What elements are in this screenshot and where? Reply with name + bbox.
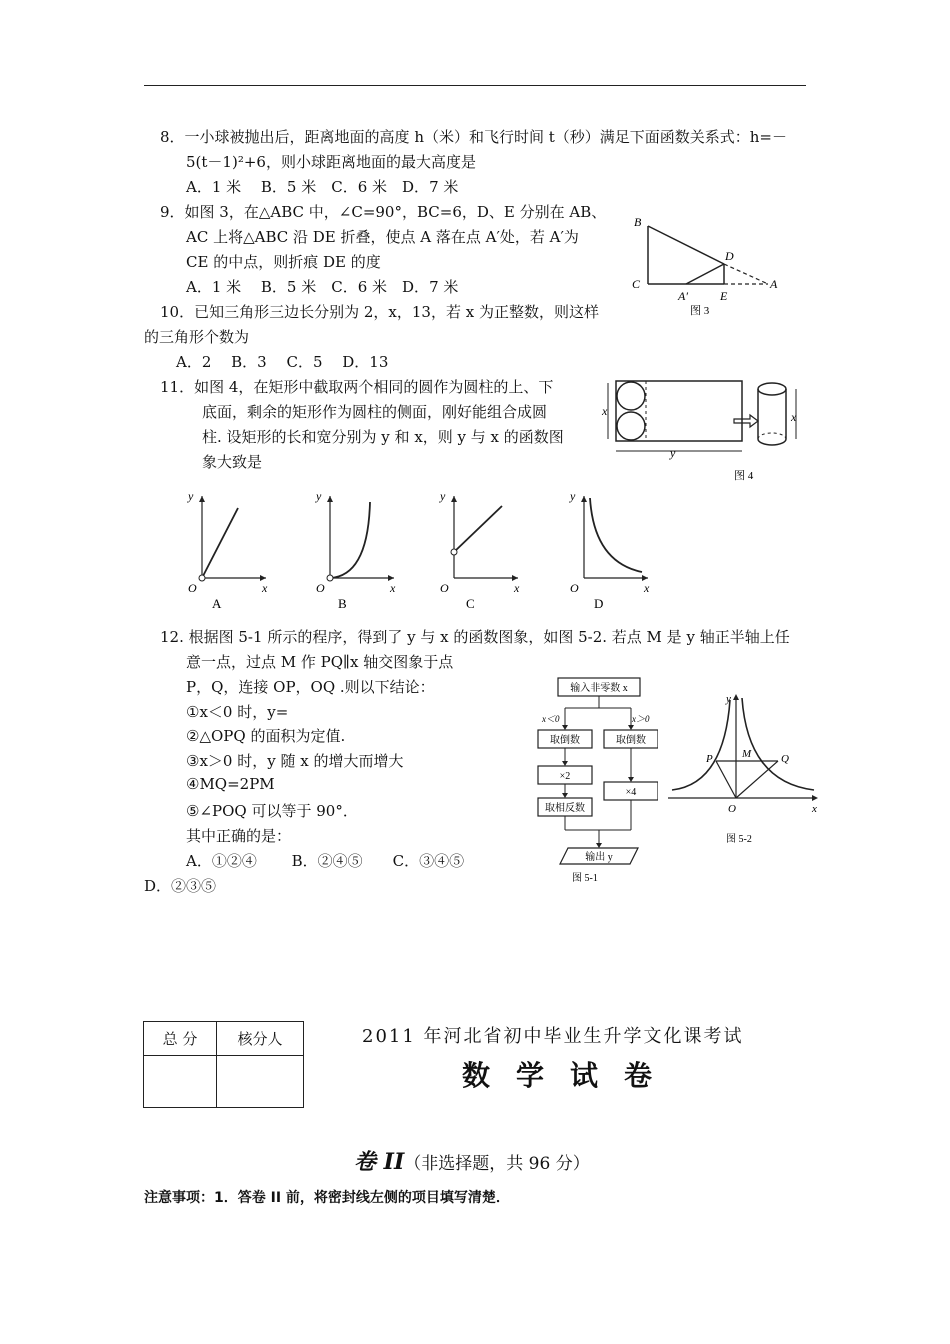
q12-conclusion-3: ③x＞0 时，y 随 x 的增大而增大 [186, 752, 404, 770]
fig4-label-x-left: x [602, 404, 608, 418]
score-header-checker: 核分人 [217, 1022, 304, 1056]
q11-line2: 底面，剩余的矩形作为圆柱的侧面，刚好能组合成圆 [202, 403, 548, 421]
fig3-label-e: E [720, 289, 728, 303]
svg-text:x: x [514, 581, 520, 595]
q8-options: A．1 米 B．5 米 C．6 米 D．7 米 [186, 178, 459, 196]
svg-text:y: y [440, 489, 446, 503]
q11-graph-a [180, 488, 275, 613]
q12-conclusion-4: ④MQ=2PM [186, 775, 275, 793]
fig3-label-c: C [632, 277, 641, 291]
fig3-label-a: A [770, 277, 778, 291]
svg-text:x: x [262, 581, 268, 595]
svg-text:x: x [812, 803, 817, 815]
flow-left-cond: x＜0 [542, 714, 560, 724]
q9-line3: CE 的中点，则折痕 DE 的度 [186, 253, 381, 271]
svg-text:y: y [316, 489, 322, 503]
figure-3 [628, 212, 788, 322]
fig3-caption: 图 3 [690, 305, 710, 317]
svg-text:O: O [728, 803, 736, 815]
header-rule [144, 85, 806, 86]
q9-options: A．1 米 B．5 米 C．6 米 D．7 米 [186, 278, 459, 296]
fig3-label-b: B [634, 215, 642, 229]
q8-line2: 5(t－1)²+6，则小球距离地面的最大高度是 [186, 153, 476, 171]
score-cell-checker[interactable] [217, 1056, 304, 1108]
q12-line2: 意一点，过点 M 作 PQ∥x 轴交图象于点 [186, 653, 454, 671]
fig3-label-a-prime: A′ [678, 289, 688, 303]
svg-text:x: x [644, 581, 650, 595]
flow-right-step2: ×4 [625, 787, 637, 798]
svg-text:O: O [440, 581, 449, 595]
q11-graph-d [562, 488, 657, 613]
q12-line3: P，Q，连接 OP，OQ .则以下结论： [186, 678, 435, 696]
q11-line3: 柱. 设矩形的长和宽分别为 y 和 x，则 y 与 x 的函数图 [202, 428, 564, 446]
q12-option-d: D．②③⑤ [144, 877, 217, 895]
fig4-caption: 图 4 [734, 470, 754, 482]
q12-conclusion-5: ⑤∠POQ 可以等于 90°． [186, 802, 358, 820]
flow-right-cond: x＞0 [632, 714, 650, 724]
q12-which: 其中正确的是： [186, 827, 292, 845]
q10-line1: 10．已知三角形三边长分别为 2，x，13，若 x 为正整数，则这样 [160, 303, 599, 321]
graph-5-2-caption: 图 5-2 [726, 834, 752, 845]
q11-line1: 11．如图 4，在矩形中截取两个相同的圆作为圆柱的上、下 [160, 378, 554, 396]
fig3-label-d: D [725, 249, 734, 263]
svg-text:O: O [570, 581, 579, 595]
q10-options: A．2 B．3 C．5 D．13 [176, 353, 389, 371]
svg-text:A: A [212, 596, 222, 611]
flow-right-step1: 取倒数 [616, 735, 646, 746]
svg-text:D: D [594, 596, 604, 611]
svg-text:y: y [726, 693, 731, 705]
section-heading [354, 1145, 590, 1176]
q12-conclusion-2: ②△OPQ 的面积为定值. [186, 727, 346, 745]
flow-left-step1: 取倒数 [550, 735, 580, 746]
q9-line1: 9．如图 3，在△ABC 中，∠C=90°，BC=6，D、E 分别在 AB、 [160, 203, 607, 221]
notice: 注意事项：1．答卷 II 前，将密封线左侧的项目填写清楚． [144, 1190, 510, 1206]
svg-text:Q: Q [781, 753, 789, 765]
flow-left-step2: ×2 [559, 771, 571, 782]
svg-text:y: y [570, 489, 576, 503]
flow-left-step3: 取相反数 [545, 803, 585, 814]
q11-line4: 象大致是 [202, 453, 263, 471]
q12-line1: 12. 根据图 5-1 所示的程序，得到了 y 与 x 的函数图象，如图 5-2. 若点 M 是 y 轴正半轴上任 [160, 628, 790, 646]
fig4-label-x-right: x [791, 410, 797, 424]
svg-text:C: C [466, 596, 475, 611]
score-cell-total[interactable] [144, 1056, 217, 1108]
svg-text:x: x [390, 581, 396, 595]
svg-text:O: O [316, 581, 325, 595]
figure-5-1 [528, 672, 658, 887]
q12-conclusion-1: ①x＜0 时，y= [186, 703, 289, 721]
flow-input: 输入非零数 x [570, 683, 628, 694]
figure-4 [600, 375, 815, 485]
figure-5-2 [664, 690, 824, 850]
flow-output: 输出 y [585, 852, 613, 863]
q9-line2: AC 上将△ABC 沿 DE 折叠，使点 A 落在点 A′处，若 A′为 [186, 228, 579, 246]
svg-text:M: M [742, 748, 752, 760]
q10-line2: 的三角形个数为 [144, 328, 250, 346]
exam-title: 2011 年河北省初中毕业生升学文化课考试 [362, 1026, 744, 1047]
q12-options: A．①②④ B．②④⑤ C．③④⑤ [186, 852, 465, 870]
section-bold: 卷 II [354, 1149, 405, 1175]
exam-subject: 数学试卷 [462, 1059, 679, 1092]
svg-text:y: y [188, 489, 194, 503]
score-header-total: 总 分 [144, 1022, 217, 1056]
q11-graph-c [432, 488, 527, 613]
score-table [143, 1021, 304, 1108]
svg-text:B: B [338, 596, 347, 611]
svg-text:P: P [706, 753, 713, 765]
section-rest: （非选择题，共 96 分） [404, 1154, 590, 1174]
fig4-label-y: y [670, 446, 676, 460]
q8-line1: 8．一小球被抛出后，距离地面的高度 h（米）和飞行时间 t（秒）满足下面函数关系式：h=－ [160, 128, 788, 146]
svg-text:O: O [188, 581, 197, 595]
flow-caption: 图 5-1 [572, 873, 598, 884]
q11-graph-b [308, 488, 403, 613]
